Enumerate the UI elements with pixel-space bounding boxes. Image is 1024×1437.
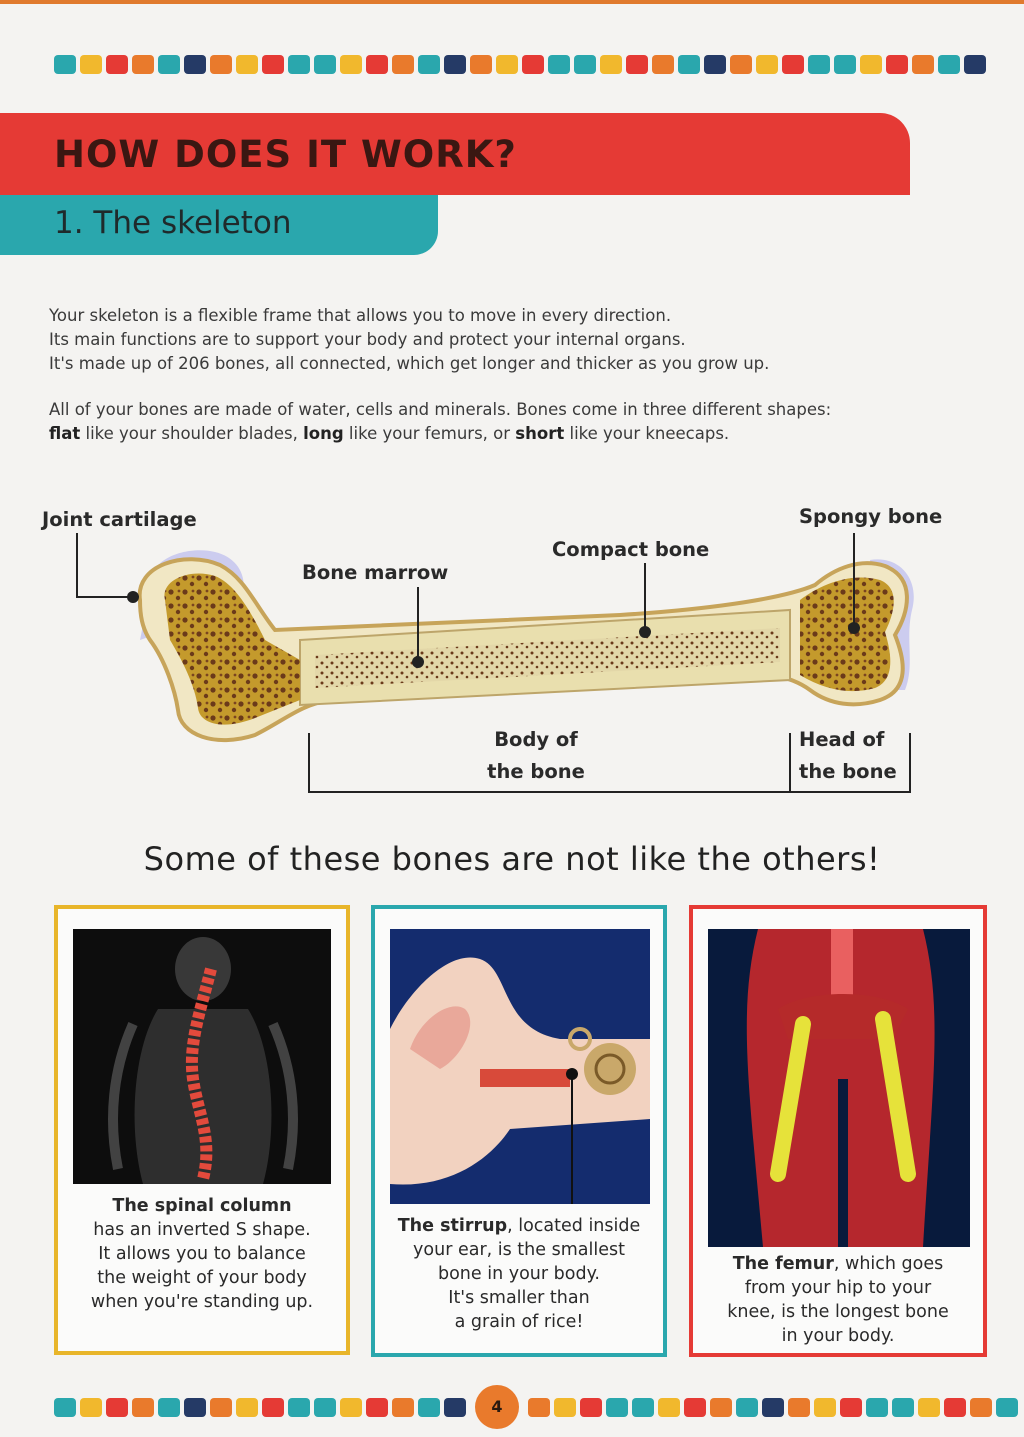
intro-paragraph-2	[49, 398, 989, 446]
decorative-dot	[704, 55, 726, 74]
decorative-dot	[184, 1398, 206, 1417]
decorative-dot	[970, 1398, 992, 1417]
stirrup-caption-line: It's smaller than	[448, 1288, 590, 1308]
decorative-dot	[262, 1398, 284, 1417]
decorative-dots-bottom	[54, 1398, 1018, 1417]
intro-line: It's made up of 206 bones, all connected, which get longer and thicker as you grow up.	[49, 354, 770, 373]
decorative-dot	[444, 1398, 466, 1417]
decorative-dot	[470, 55, 492, 74]
intro-line: All of your bones are made of water, cells and minerals. Bones come in three different shapes:	[49, 400, 832, 419]
decorative-dot	[548, 55, 570, 74]
decorative-dot	[964, 55, 986, 74]
decorative-dot	[658, 1398, 680, 1417]
femur-caption-line: knee, is the longest bone	[727, 1302, 949, 1322]
stirrup-caption-line: your ear, is the smallest	[413, 1240, 625, 1260]
label-head-of-bone	[799, 724, 897, 788]
decorative-dot	[652, 55, 674, 74]
decorative-dot	[210, 1398, 232, 1417]
section-subtitle: Some of these bones are not like the others!	[143, 840, 881, 878]
decorative-dot	[938, 55, 960, 74]
decorative-dot	[132, 55, 154, 74]
decorative-dot	[710, 1398, 732, 1417]
spine-image	[73, 929, 331, 1184]
intro-line: Its main functions are to support your body and protect your internal organs.	[49, 330, 686, 349]
decorative-dot	[600, 55, 622, 74]
top-edge-stripe	[0, 0, 1024, 4]
decorative-dot	[314, 55, 336, 74]
decorative-dot	[54, 55, 76, 74]
decorative-dot	[736, 1398, 758, 1417]
decorative-dot	[132, 1398, 154, 1417]
decorative-dot	[496, 55, 518, 74]
femur-caption-line: in your body.	[781, 1326, 895, 1346]
label-spongy-bone: Spongy bone	[799, 505, 943, 528]
shape-long: long	[303, 424, 344, 443]
decorative-dot	[860, 55, 882, 74]
decorative-dot	[236, 1398, 258, 1417]
title-banner	[0, 113, 910, 195]
decorative-dot	[366, 55, 388, 74]
decorative-dot	[80, 55, 102, 74]
stirrup-caption-line: a grain of rice!	[454, 1312, 584, 1332]
card-femur	[689, 905, 987, 1357]
card-stirrup	[371, 905, 667, 1357]
decorative-dot	[678, 55, 700, 74]
decorative-dot	[340, 55, 362, 74]
intro-text	[49, 304, 989, 468]
label-compact-bone: Compact bone	[552, 538, 710, 561]
spongy-bone-right	[800, 578, 894, 692]
ear-image	[390, 929, 650, 1204]
decorative-dot	[210, 55, 232, 74]
decorative-dot	[262, 55, 284, 74]
decorative-dot	[866, 1398, 888, 1417]
decorative-dot	[418, 55, 440, 74]
page-number: 4	[475, 1385, 519, 1429]
decorative-dot	[944, 1398, 966, 1417]
femur-image	[708, 929, 970, 1247]
card-spinal-column	[54, 905, 350, 1355]
page-title: HOW DOES IT WORK?	[54, 133, 517, 176]
femur-caption-first: , which goes	[833, 1254, 944, 1274]
decorative-dot	[106, 55, 128, 74]
decorative-dots-top	[54, 55, 986, 74]
decorative-dot	[606, 1398, 628, 1417]
spine-caption-line: when you're standing up.	[90, 1292, 314, 1312]
decorative-dot	[184, 55, 206, 74]
label-body-line-1: Body of	[494, 728, 578, 751]
decorative-dot	[808, 55, 830, 74]
shape-short-text: like your kneecaps.	[564, 424, 730, 443]
shape-flat: flat	[49, 424, 81, 443]
decorative-dot	[80, 1398, 102, 1417]
decorative-dot	[580, 1398, 602, 1417]
decorative-dot	[106, 1398, 128, 1417]
decorative-dot	[158, 1398, 180, 1417]
decorative-dot	[814, 1398, 836, 1417]
femur-caption-title: The femur	[732, 1254, 834, 1274]
decorative-dot	[522, 55, 544, 74]
decorative-dot	[762, 1398, 784, 1417]
label-body-of-bone	[486, 724, 586, 788]
decorative-dot	[892, 1398, 914, 1417]
decorative-dot	[632, 1398, 654, 1417]
stirrup-caption-title: The stirrup	[397, 1216, 508, 1236]
section-banner	[0, 195, 438, 255]
decorative-dot	[912, 55, 934, 74]
decorative-dot	[288, 1398, 310, 1417]
decorative-dot	[684, 1398, 706, 1417]
spine-caption-line: It allows you to balance	[98, 1244, 306, 1264]
stirrup-caption-line: bone in your body.	[437, 1264, 600, 1284]
decorative-dot	[392, 55, 414, 74]
decorative-dot	[236, 55, 258, 74]
spine-caption-line: has an inverted S shape.	[93, 1220, 311, 1240]
decorative-dot	[418, 1398, 440, 1417]
intro-line: Your skeleton is a flexible frame that allows you to move in every direction.	[49, 306, 672, 325]
decorative-dot	[834, 55, 856, 74]
stirrup-caption-first: , located inside	[507, 1216, 641, 1236]
decorative-dot	[314, 1398, 336, 1417]
shape-short: short	[515, 424, 565, 443]
decorative-dot	[340, 1398, 362, 1417]
decorative-dot	[444, 55, 466, 74]
decorative-dot	[886, 55, 908, 74]
decorative-dot	[996, 1398, 1018, 1417]
shape-flat-text: like your shoulder blades,	[80, 424, 304, 443]
shape-long-text: like your femurs, or	[343, 424, 516, 443]
spine-caption-title: The spinal column	[112, 1196, 292, 1216]
label-body-line-2: the bone	[487, 760, 585, 783]
decorative-dot	[840, 1398, 862, 1417]
femur-caption	[701, 1252, 975, 1348]
decorative-dot	[730, 55, 752, 74]
decorative-dot	[554, 1398, 576, 1417]
decorative-dot	[528, 1398, 550, 1417]
spine-caption	[66, 1194, 338, 1314]
decorative-dot	[626, 55, 648, 74]
label-head-line-1: Head of	[799, 728, 885, 751]
femur-caption-line: from your hip to your	[744, 1278, 932, 1298]
decorative-dot	[574, 55, 596, 74]
decorative-dot	[392, 1398, 414, 1417]
decorative-dot	[756, 55, 778, 74]
decorative-dot	[158, 55, 180, 74]
decorative-dot	[288, 55, 310, 74]
label-head-line-2: the bone	[799, 760, 897, 783]
decorative-dot	[54, 1398, 76, 1417]
label-bone-marrow: Bone marrow	[302, 561, 449, 584]
stirrup-caption	[383, 1214, 655, 1334]
label-joint-cartilage: Joint cartilage	[42, 508, 197, 531]
decorative-dot	[366, 1398, 388, 1417]
decorative-dot	[788, 1398, 810, 1417]
section-title: 1. The skeleton	[54, 205, 292, 241]
spine-caption-line: the weight of your body	[97, 1268, 307, 1288]
decorative-dot	[782, 55, 804, 74]
decorative-dot	[918, 1398, 940, 1417]
intro-paragraph-1	[49, 304, 989, 376]
